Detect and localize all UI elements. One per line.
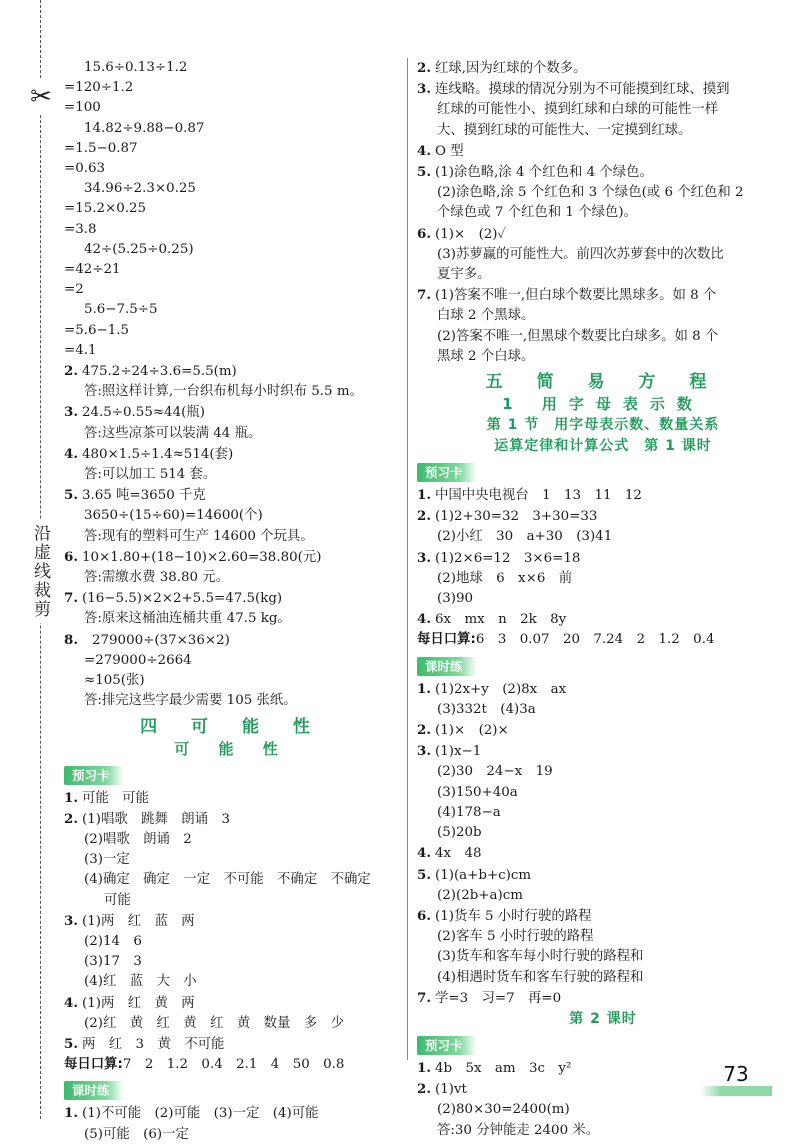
answer-item	[64, 1034, 400, 1055]
answer-text: (1)唱歌 跳舞 朗诵 3	[81, 811, 230, 827]
item-number: 5.	[417, 866, 431, 883]
answer-item	[64, 444, 400, 465]
item-number: 3.	[64, 912, 78, 929]
answer-text: (4)178−a	[437, 804, 501, 820]
item-number: 3.	[417, 81, 431, 98]
calc-line: =42÷21	[64, 262, 121, 278]
calc-line: 15.6÷0.13÷1.2	[84, 60, 188, 75]
item-number: 2.	[64, 810, 78, 827]
answer-item	[417, 865, 789, 886]
answer-item	[64, 809, 400, 830]
item-number: 8.	[64, 631, 78, 648]
section-title: 第 1 节 用字母表示数、数量关系	[486, 417, 720, 434]
daily-calc-values: 6 3 0.07 20 7.24 2 1.2 0.4	[475, 632, 715, 648]
answer-text: 白球 2 个黑球。	[437, 308, 535, 324]
answer-text: (4)红 蓝 大 小	[84, 974, 197, 990]
answer-text: (3)90	[437, 591, 474, 607]
answer-text: 答:需缴水费 38.80 元。	[84, 570, 230, 586]
answer-text: 中国中央电视台 1 13 11 12	[434, 488, 642, 504]
answer-text: 答:可以加工 514 套。	[84, 467, 217, 483]
item-number: 3.	[417, 549, 431, 566]
item-number: 2.	[417, 1081, 431, 1098]
calc-line: =120÷1.2	[64, 80, 134, 96]
calc-line: 5.6−7.5÷5	[84, 302, 158, 318]
answer-text: 大、摸到红球的可能性大、一定摸到红球。	[437, 122, 692, 138]
answer-text: (4)确定 确定 一定 不可能 不确定 不确定	[84, 872, 371, 888]
answer-text: 24.5÷0.55≈44(瓶)	[81, 405, 205, 421]
answer-text: 4b 5x am 3c y²	[434, 1060, 572, 1076]
daily-calc	[64, 1055, 400, 1075]
answer-item	[417, 720, 789, 741]
answer-text: 答:排完这些字最少需要 105 张纸。	[84, 693, 297, 709]
answer-text: (16−5.5)×2×2+5.5=47.5(kg)	[81, 591, 283, 607]
answer-text: 3.65 吨=3650 千克	[81, 488, 206, 504]
item-number: 1.	[64, 789, 78, 806]
answer-item	[64, 402, 400, 423]
item-number: 4.	[64, 445, 78, 462]
answer-text: 黑球 2 个白球。	[437, 348, 535, 364]
item-number: 1.	[64, 1105, 78, 1122]
answer-text: (5)可能 (6)一定	[84, 1126, 189, 1142]
answer-text: (1)两 红 黄 两	[81, 995, 195, 1011]
answer-text: 答:30 分钟能走 2400 米。	[437, 1122, 600, 1138]
calc-line: =5.6−1.5	[64, 322, 130, 338]
left-column	[64, 58, 400, 1145]
answer-item	[64, 630, 400, 651]
answer-text: ≈105(张)	[84, 673, 145, 689]
answer-text: (3)332t (4)3a	[437, 701, 536, 717]
item-number: 5.	[64, 487, 78, 504]
answer-item	[417, 79, 789, 100]
daily-calc-label: 每日口算:	[417, 632, 476, 648]
answer-text: (1)× (2)✓	[434, 226, 507, 242]
section-title: 运算定律和计算公式 第 1 课时	[494, 438, 712, 455]
column-divider	[407, 58, 408, 1060]
answer-text: (1)2+30=32 3+30=33	[434, 509, 598, 525]
calc-line: =2	[64, 282, 84, 298]
answer-text: (2)14 6	[84, 933, 142, 949]
item-number: 7.	[417, 989, 431, 1006]
calc-line: 42÷(5.25÷0.25)	[84, 241, 194, 257]
calc-line: =4.1	[64, 342, 97, 358]
item-number: 6.	[417, 907, 431, 924]
item-number: 6.	[417, 225, 431, 242]
answer-text: (2)答案不唯一,但黑球个数要比白球多。如 8 个	[437, 328, 719, 344]
calc-line: 34.96÷2.3×0.25	[84, 181, 196, 197]
daily-calc-values: 7 2 1.2 0.4 2.1 4 50 0.8	[122, 1057, 345, 1073]
unit-subtitle: 1 用字母表示数	[502, 395, 704, 414]
answer-text: 3650÷(15÷60)=14600(个)	[84, 508, 263, 524]
answer-text: (2)客车 5 小时行驶的路程	[437, 929, 594, 945]
answer-text: 475.2÷24÷3.6=5.5(m)	[81, 364, 237, 380]
item-number: 7.	[417, 287, 431, 304]
item-number: 2.	[417, 60, 431, 76]
answer-text: (2)涂色略,涂 5 个红色和 3 个绿色(或 6 个红色和 2	[437, 185, 744, 201]
answer-text: (4)相遇时货车和客车行驶的路程和	[437, 969, 644, 985]
item-number: 6.	[64, 548, 78, 565]
answer-text: 夏宇多。	[437, 267, 491, 283]
answer-text: 个绿色或 7 个红色和 1 个绿色)。	[437, 205, 637, 221]
answer-text: (1)vt	[434, 1082, 467, 1098]
answer-text: (1)两 红 蓝 两	[81, 913, 195, 929]
answer-item	[417, 485, 789, 506]
item-number: 2.	[417, 722, 431, 739]
item-number: 1.	[417, 1059, 431, 1076]
answer-text: 可能	[104, 892, 131, 908]
answer-text: (2)小红 30 a+30 (3)41	[437, 529, 613, 545]
unit-subtitle: 可 能 性	[174, 739, 290, 758]
item-number: 5.	[64, 1035, 78, 1052]
answer-text: (1)货车 5 小时行驶的路程	[434, 908, 592, 924]
answer-item	[417, 285, 789, 306]
preview-card-tag: 预习卡	[417, 463, 477, 482]
answer-text: (3)17 3	[84, 954, 142, 970]
answer-text: 答:照这样计算,一台织布机每小时织布 5.5 m。	[84, 384, 363, 400]
answer-item	[417, 679, 789, 700]
item-number: 3.	[417, 743, 431, 760]
answer-item	[417, 609, 789, 630]
calc-line: 14.82÷9.88−0.87	[84, 120, 205, 136]
answer-text: (2)地球 6 x×6 前	[437, 570, 573, 586]
item-number: 4.	[417, 142, 431, 159]
answer-text: (3)苏萝赢的可能性大。前四次苏萝套中的次数比	[437, 246, 724, 262]
answer-item	[417, 548, 789, 569]
answer-text: =279000÷2664	[84, 652, 192, 668]
right-column	[417, 58, 789, 1141]
calc-line: =15.2×0.25	[64, 201, 147, 217]
daily-calc	[417, 630, 789, 650]
lesson-practice-tag: 课时练	[417, 657, 477, 676]
calc-line: =100	[64, 100, 101, 116]
answer-item	[417, 162, 789, 183]
answer-item	[64, 1103, 400, 1124]
answer-text: O 型	[434, 143, 464, 159]
unit-title: 五 简 易 方 程	[485, 372, 721, 393]
scissors-icon: ✂	[27, 80, 55, 114]
answer-text: (2)唱歌 朗诵 2	[84, 831, 192, 847]
item-number: 2.	[417, 508, 431, 525]
answer-text: 学=3 习=7 再=0	[434, 990, 562, 1006]
answer-text: 答:这些凉茶可以装满 44 瓶。	[84, 425, 262, 441]
answer-item	[64, 911, 400, 932]
answer-text: (3)货车和客车每小时行驶的路程和	[437, 949, 644, 965]
lesson-title: 第 2 课时	[569, 1010, 637, 1027]
answer-text: 答:现有的塑料可生产 14600 个玩具。	[84, 528, 314, 544]
item-number: 4.	[417, 845, 431, 862]
answer-text: (5)20b	[437, 825, 482, 841]
answer-item	[64, 361, 400, 382]
answer-text: (3)150+40a	[437, 784, 518, 800]
answer-item	[417, 58, 789, 79]
answer-item	[64, 485, 400, 506]
answer-item	[417, 741, 789, 762]
item-number: 1.	[417, 680, 431, 697]
answer-text: 连线略。摸球的情况分别为不可能摸到红球、摸到	[434, 82, 730, 98]
item-number: 3.	[64, 404, 78, 421]
calc-line: =3.8	[64, 221, 97, 237]
cut-label: 沿虚线裁剪	[30, 520, 52, 623]
answer-text: (2)30 24−x 19	[437, 764, 553, 780]
answer-item	[64, 547, 400, 568]
calc-line: =0.63	[64, 161, 106, 177]
answer-item	[417, 141, 789, 162]
preview-card-tag: 预习卡	[64, 766, 124, 785]
answer-text: 4x 48	[434, 846, 482, 862]
item-number: 4.	[417, 611, 431, 628]
answer-item	[64, 993, 400, 1014]
answer-text: (2)(2b+a)cm	[437, 887, 523, 903]
answer-text: (1)不可能 (2)可能 (3)一定 (4)可能	[81, 1106, 319, 1122]
page-number: 73	[723, 1062, 749, 1086]
item-number: 5.	[417, 164, 431, 181]
answer-text: 红球,因为红球的个数多。	[434, 61, 587, 76]
answer-text: 10×1.80+(18−10)×2.60=38.80(元)	[81, 549, 322, 565]
answer-item	[417, 906, 789, 927]
daily-calc-label: 每日口算:	[64, 1057, 123, 1073]
answer-text: (1)2×6=12 3×6=18	[434, 550, 581, 566]
answer-text: 480×1.5÷1.4≈514(套)	[81, 446, 234, 462]
answer-text: (3)一定	[84, 852, 130, 868]
answer-text: 红球的可能性小、摸到红球和白球的可能性一样	[437, 102, 719, 118]
answer-item	[64, 588, 400, 609]
answer-item	[417, 224, 789, 245]
answer-text: 两 红 3 黄 不可能	[81, 1036, 225, 1052]
calc-line: =1.5−0.87	[64, 140, 138, 156]
answer-text: 279000÷(37×36×2)	[91, 632, 230, 648]
answer-text: 可能 可能	[81, 790, 149, 806]
item-number: 2.	[64, 363, 78, 380]
answer-text: (1)答案不唯一,但白球个数要比黑球多。如 8 个	[434, 288, 717, 304]
answer-item	[417, 843, 789, 864]
preview-card-tag: 预习卡	[417, 1036, 477, 1055]
item-number: 7.	[64, 590, 78, 607]
answer-item	[417, 506, 789, 527]
answer-text: (1)涂色略,涂 4 个红色和 4 个绿色。	[434, 165, 653, 181]
answer-item	[417, 988, 789, 1009]
answer-text: (1)(a+b+c)cm	[434, 867, 532, 883]
answer-text: (2)红 黄 红 黄 红 黄 数量 多 少	[84, 1015, 344, 1031]
item-number: 1.	[417, 487, 431, 504]
unit-title: 四 可 能 性	[140, 716, 324, 737]
answer-text: (2)80×30=2400(m)	[437, 1102, 570, 1118]
answer-text: (1)× (2)×	[434, 723, 509, 739]
item-number: 4.	[64, 994, 78, 1011]
answer-text: (1)2x+y (2)8x ax	[434, 681, 567, 697]
answer-text: 答:原来这桶油连桶共重 47.5 kg。	[84, 611, 291, 627]
answer-item	[64, 788, 400, 809]
answer-text: (1)x−1	[434, 744, 482, 760]
answer-text: 6x mx n 2k 8y	[434, 612, 567, 628]
lesson-practice-tag: 课时练	[64, 1081, 124, 1100]
